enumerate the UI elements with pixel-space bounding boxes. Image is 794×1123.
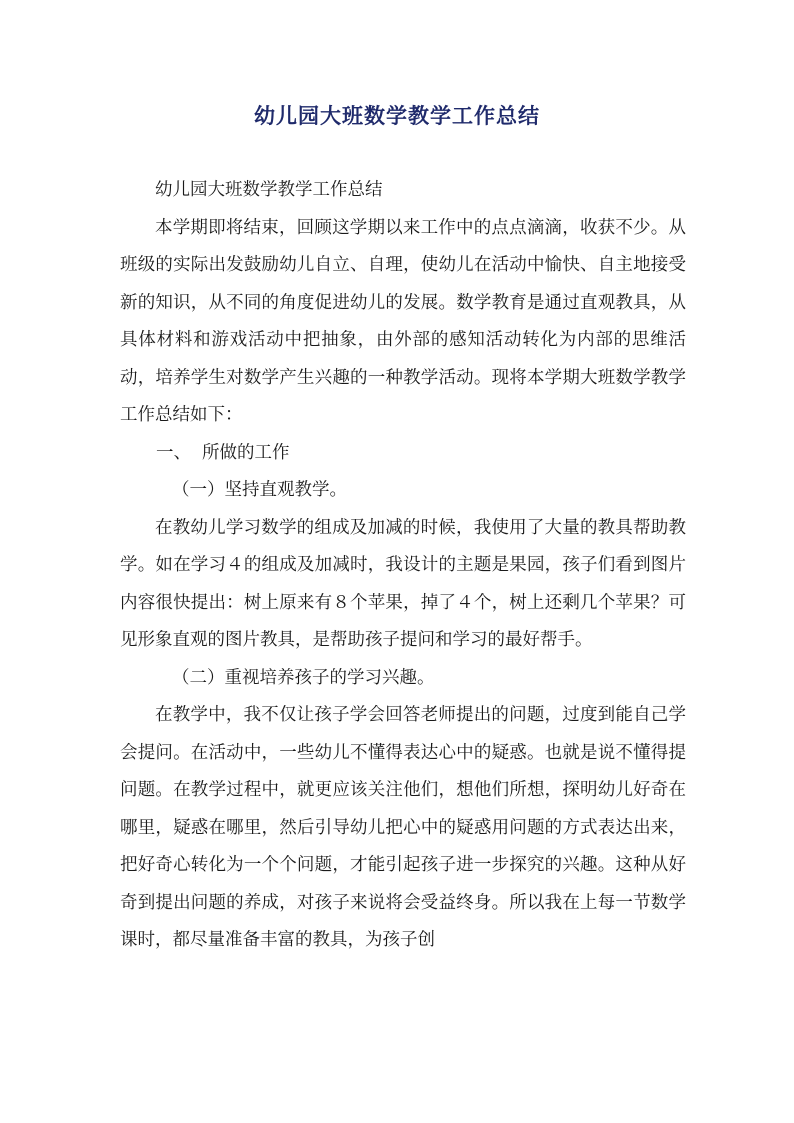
subsection-heading-1: （一）坚持直观教学。 — [172, 480, 347, 500]
subsection-heading-2: （二）重视培养孩子的学习兴趣。 — [172, 667, 435, 688]
paragraph-intro: 本学期即将结束，回顾这学期以来工作中的点点滴滴，收获不少。从班级的实际出发鼓励幼儿自立、自理，使幼儿在活动中愉快、自主地接受新的知识，从不同的角度促进幼儿的发展。数学教育是通过直观教具，从具体材料和游戏活动中把抽象，由外部的感知活动转化为内部的思维活动，培养学生对数学产生兴趣的一种教学活动。现将本学期大班数学教学工作总结如下： — [120, 217, 686, 425]
section-heading-1 — [120, 435, 686, 473]
paragraph-2: 在教学中，我不仅让孩子学会回答老师提出的问题，过度到能自己学会提问。在活动中，一些幼儿不懂得表达心中的疑惑。也就是说不懂得提问题。在教学过程中，就更应该关注他们，想他们所想，探明幼儿好奇在哪里，疑惑在哪里，然后引导幼儿把心中的疑惑用问题的方式表达出来，把好奇心转化为一个个问题，才能引起孩子进一步探究的兴趣。这种从好奇到提出问题的养成，对孩子来说将会受益终身。所以我在上每一节数学课时，都尽量准备丰富的教具，为孩子创 — [120, 705, 686, 950]
paragraph-1: 在教幼儿学习数学的组成及加减的时候，我使用了大量的教具帮助教学。如在学习４的组成及加减时，我设计的主题是果园，孩子们看到图片内容很快提出：树上原来有８个苹果，掉了４个，树上还剩几个苹果？可见形象直观的图片教具，是帮助孩子提问和学习的最好帮手。 — [120, 517, 686, 650]
document-body — [120, 172, 686, 960]
section-number: 一、 — [156, 442, 191, 463]
document-title: 幼儿园大班数学教学工作总结 — [254, 103, 540, 128]
paragraph-heading: 幼儿园大班数学教学工作总结 — [155, 180, 383, 200]
section-title: 所做的工作 — [202, 442, 290, 463]
